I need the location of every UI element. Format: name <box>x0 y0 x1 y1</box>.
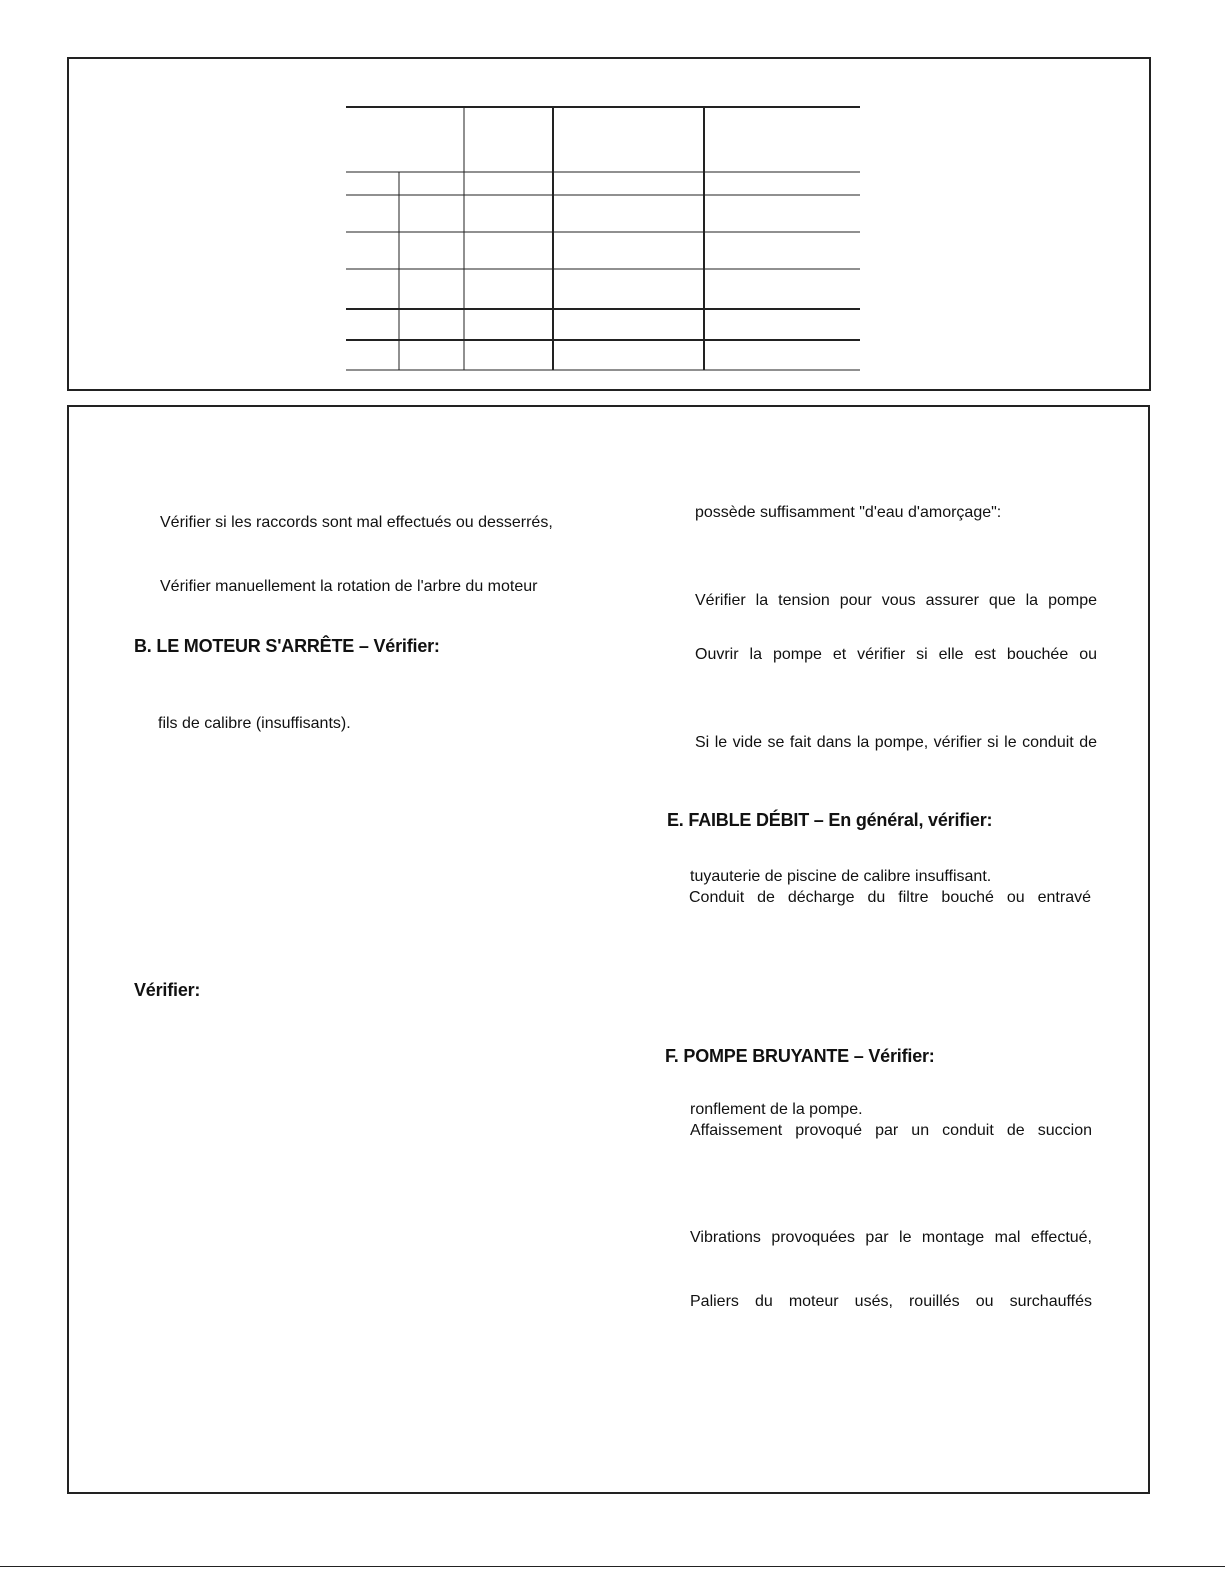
right-line-suction-collapse: Affaissement provoqué par un conduit de succion <box>690 1122 1092 1139</box>
left-line-wire-gauge: fils de calibre (insuffisants). <box>158 715 351 732</box>
right-line-pipe-gauge: tuyauterie de piscine de calibre insuffisant. <box>690 868 992 885</box>
right-line-motor-bearings: Paliers du moteur usés, rouillés ou surchauffés <box>690 1293 1092 1310</box>
specification-table <box>0 0 1225 400</box>
right-line-open-pump: Ouvrir la pompe et vérifier si elle est bouchée ou <box>695 646 1097 663</box>
right-line-pump-hum: ronflement de la pompe. <box>690 1101 863 1118</box>
right-line-filter-discharge: Conduit de décharge du filtre bouché ou entravé <box>689 889 1091 906</box>
heading-verify: Vérifier: <box>134 980 201 1000</box>
heading-low-flow: E. FAIBLE DÉBIT – En général, vérifier: <box>667 810 993 830</box>
right-line-voltage: Vérifier la tension pour vous assurer que la pompe <box>695 592 1097 609</box>
heading-noisy-pump: F. POMPE BRUYANTE – Vérifier: <box>665 1046 935 1066</box>
left-line-shaft-rotation: Vérifier manuellement la rotation de l'arbre du moteur <box>160 578 538 595</box>
page-bottom-rule <box>0 1566 1225 1567</box>
right-line-vacuum: Si le vide se fait dans la pompe, vérifier si le conduit de <box>695 734 1097 751</box>
troubleshooting-frame <box>67 405 1150 1494</box>
right-line-vibrations: Vibrations provoquées par le montage mal effectué, <box>690 1229 1092 1246</box>
right-line-priming-water: possède suffisamment "d'eau d'amorçage": <box>695 504 1002 521</box>
left-line-connections: Vérifier si les raccords sont mal effectués ou desserrés, <box>160 514 553 531</box>
heading-motor-stops: B. LE MOTEUR S'ARRÊTE – Vérifier: <box>134 636 440 656</box>
